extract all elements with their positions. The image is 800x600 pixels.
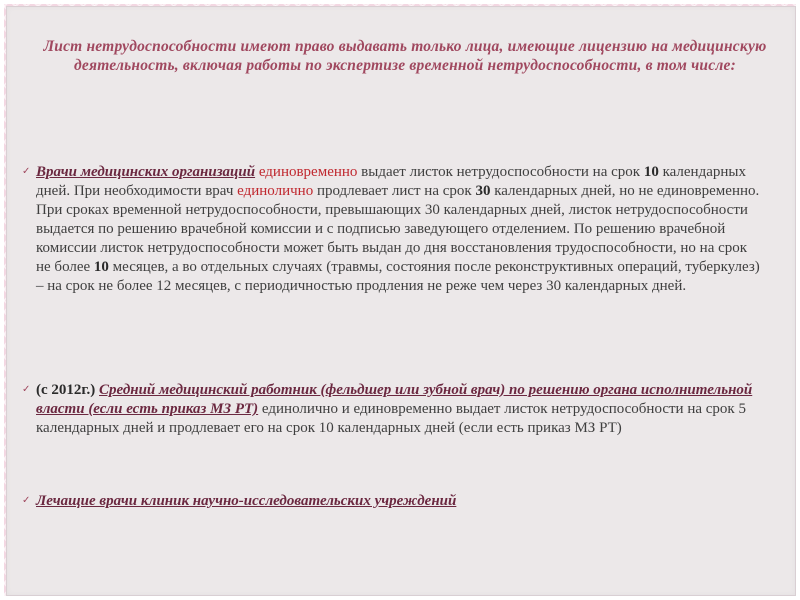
year-note: (с 2012г.) <box>36 382 96 398</box>
text-run: календарных дней, но не единовременно. При сроках временной нетрудоспособности, превышающих 30 календарных дней, листок нетрудоспособности выдается по решению врачебной комиссии и с подписью заведующего отделением. По решению врачебной комиссии листок нетрудоспособности может быть выдан до дня восстановления трудоспособности, но на срок не более <box>36 183 760 275</box>
check-icon: ✓ <box>22 495 31 506</box>
highlight-word: единовременно <box>258 164 358 180</box>
text-run: выдает листок нетрудоспособности на срок <box>357 164 644 180</box>
text-run: продлевает лист на срок <box>313 183 476 199</box>
check-icon: ✓ <box>22 384 31 395</box>
number: 10 <box>643 164 659 180</box>
text-run: календарных дней. При необходимости врач <box>36 164 746 199</box>
check-icon: ✓ <box>22 166 31 177</box>
text-run: месяцев, а во отдельных случаях (травмы, состояния после реконструктивных операций, туберкулез) – на срок не более 12 месяцев, с периодичностью продления не реже чем через 30 календарных дней. <box>36 259 760 294</box>
text-run: единолично и единовременно выдает листок нетрудоспособности на срок 5 календарных дней и продлевает его на срок 10 календарных дней (если есть приказ МЗ РТ) <box>36 401 746 436</box>
slide-title: Лист нетрудоспособности имеют право выдавать только лица, имеющие лицензию на медицинскую деятельность, включая работы по экспертизе временной нетрудоспособности, в том числе: <box>43 38 767 74</box>
item-heading: Средний медицинский работник (фельдшер или зубной врач) по решению органа исполнительной власти (если есть приказ МЗ РТ) <box>36 382 753 417</box>
item-heading: Лечащие врачи клиник научно-исследовательских учреждений <box>36 493 457 509</box>
item-heading: Врачи медицинских организаций <box>36 164 256 180</box>
highlight-word: единолично <box>237 183 314 199</box>
list-item <box>22 381 762 438</box>
list-item <box>22 492 762 511</box>
item-text <box>36 381 762 438</box>
item-text <box>36 163 762 296</box>
item-text <box>36 492 762 511</box>
list-item <box>22 163 762 296</box>
number: 30 <box>475 183 491 199</box>
number: 10 <box>93 259 109 275</box>
